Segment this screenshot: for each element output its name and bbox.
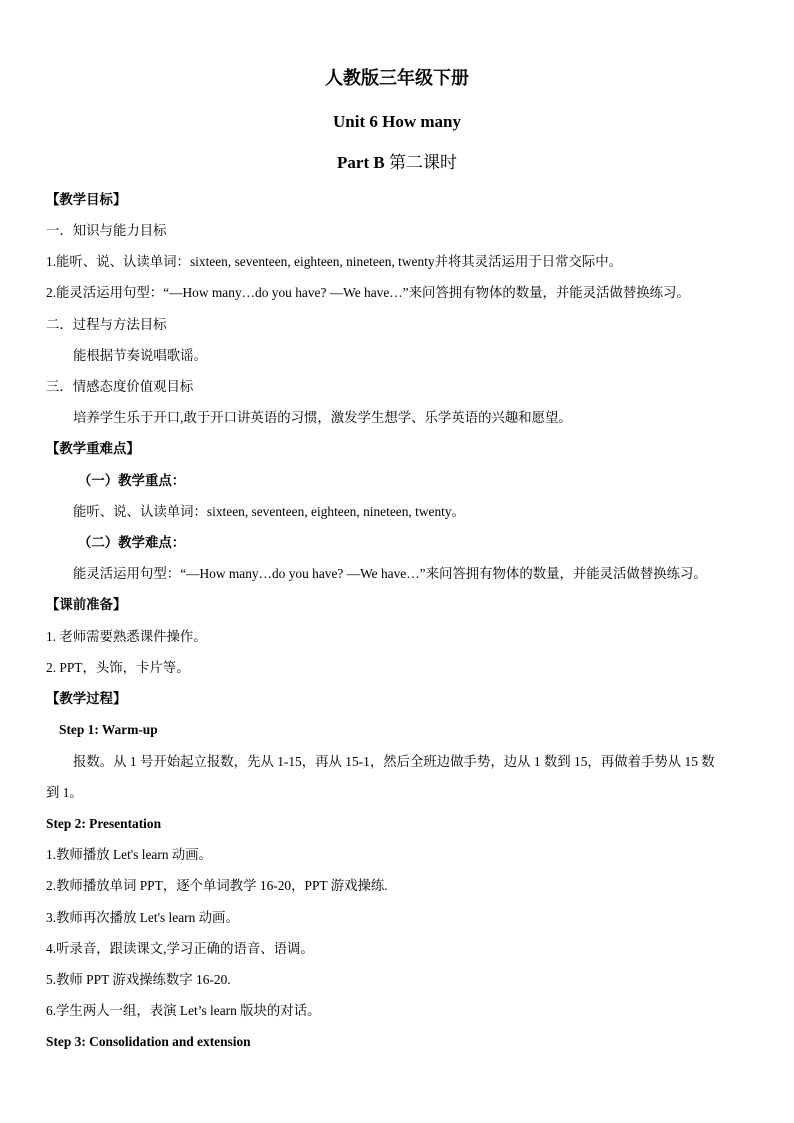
goals-item-1: 1.能听、说、认读单词：sixteen, seventeen, eighteen, nineteen, twenty并将其灵活运用于日常交际中。 xyxy=(46,254,623,269)
goals-section-3: 三．情感态度价值观目标 xyxy=(46,379,194,394)
step-1-heading: Step 1: Warm-up xyxy=(59,722,158,737)
goals-item-2: 2.能灵活运用句型：“—How many…do you have? —We have…”来问答拥有物体的数量，并能灵活做替换练习。 xyxy=(46,285,690,300)
keypoints-sub-2-text: 能灵活运用句型：“—How many…do you have? —We have…”来问答拥有物体的数量，并能灵活做替换练习。 xyxy=(73,566,707,581)
step-2-heading: Step 2: Presentation xyxy=(46,816,162,831)
goals-item-3: 能根据节奏说唱歌谣。 xyxy=(73,348,207,363)
step-2-item-6: 6.学生两人一组，表演 Let’s learn 版块的对话。 xyxy=(46,1003,321,1018)
process-heading: 【教学过程】 xyxy=(46,691,127,706)
keypoints-sub-2: （二）教学难点： xyxy=(78,535,186,550)
part-title-bold: Part B xyxy=(337,153,385,172)
unit-title: Unit 6 How many xyxy=(333,112,461,131)
step-2-item-5: 5.教师 PPT 游戏操练数字 16-20. xyxy=(46,972,231,987)
goals-section-1: 一．知识与能力目标 xyxy=(46,223,167,238)
keypoints-heading: 【教学重难点】 xyxy=(46,441,140,456)
part-title xyxy=(0,152,794,174)
goals-section-2: 二．过程与方法目标 xyxy=(46,317,167,332)
step-2-item-3: 3.教师再次播放 Let's learn 动画。 xyxy=(46,910,239,925)
step-3-heading: Step 3: Consolidation and extension xyxy=(46,1034,251,1049)
step-2-item-4: 4.听录音，跟读课文,学习正确的语音、语调。 xyxy=(46,941,314,956)
goals-heading: 【教学目标】 xyxy=(46,192,127,207)
prep-item-2: 2. PPT，头饰，卡片等。 xyxy=(46,660,190,675)
prep-item-1: 1. 老师需要熟悉课件操作。 xyxy=(46,629,207,644)
step-2-item-2: 2.教师播放单词 PPT，逐个单词教学 16-20，PPT 游戏操练. xyxy=(46,878,388,893)
step-2-item-1: 1.教师播放 Let's learn 动画。 xyxy=(46,847,213,862)
step-1-text-b: 到 1。 xyxy=(46,785,83,800)
keypoints-sub-1: （一）教学重点： xyxy=(78,473,186,488)
step-1-text-a: 报数。从 1 号开始起立报数，先从 1-15，再从 15-1，然后全班边做手势，边从 1 数到 15，再做着手势从 15 数 xyxy=(73,754,715,769)
part-title-light: 第二课时 xyxy=(384,153,457,172)
keypoints-sub-1-text: 能听、说、认读单词：sixteen, seventeen, eighteen, nineteen, twenty。 xyxy=(73,504,465,519)
prep-heading: 【课前准备】 xyxy=(46,597,127,612)
goals-item-4: 培养学生乐于开口,敢于开口讲英语的习惯，激发学生想学、乐学英语的兴趣和愿望。 xyxy=(73,410,572,425)
document-title: 人教版三年级下册 xyxy=(325,68,469,88)
